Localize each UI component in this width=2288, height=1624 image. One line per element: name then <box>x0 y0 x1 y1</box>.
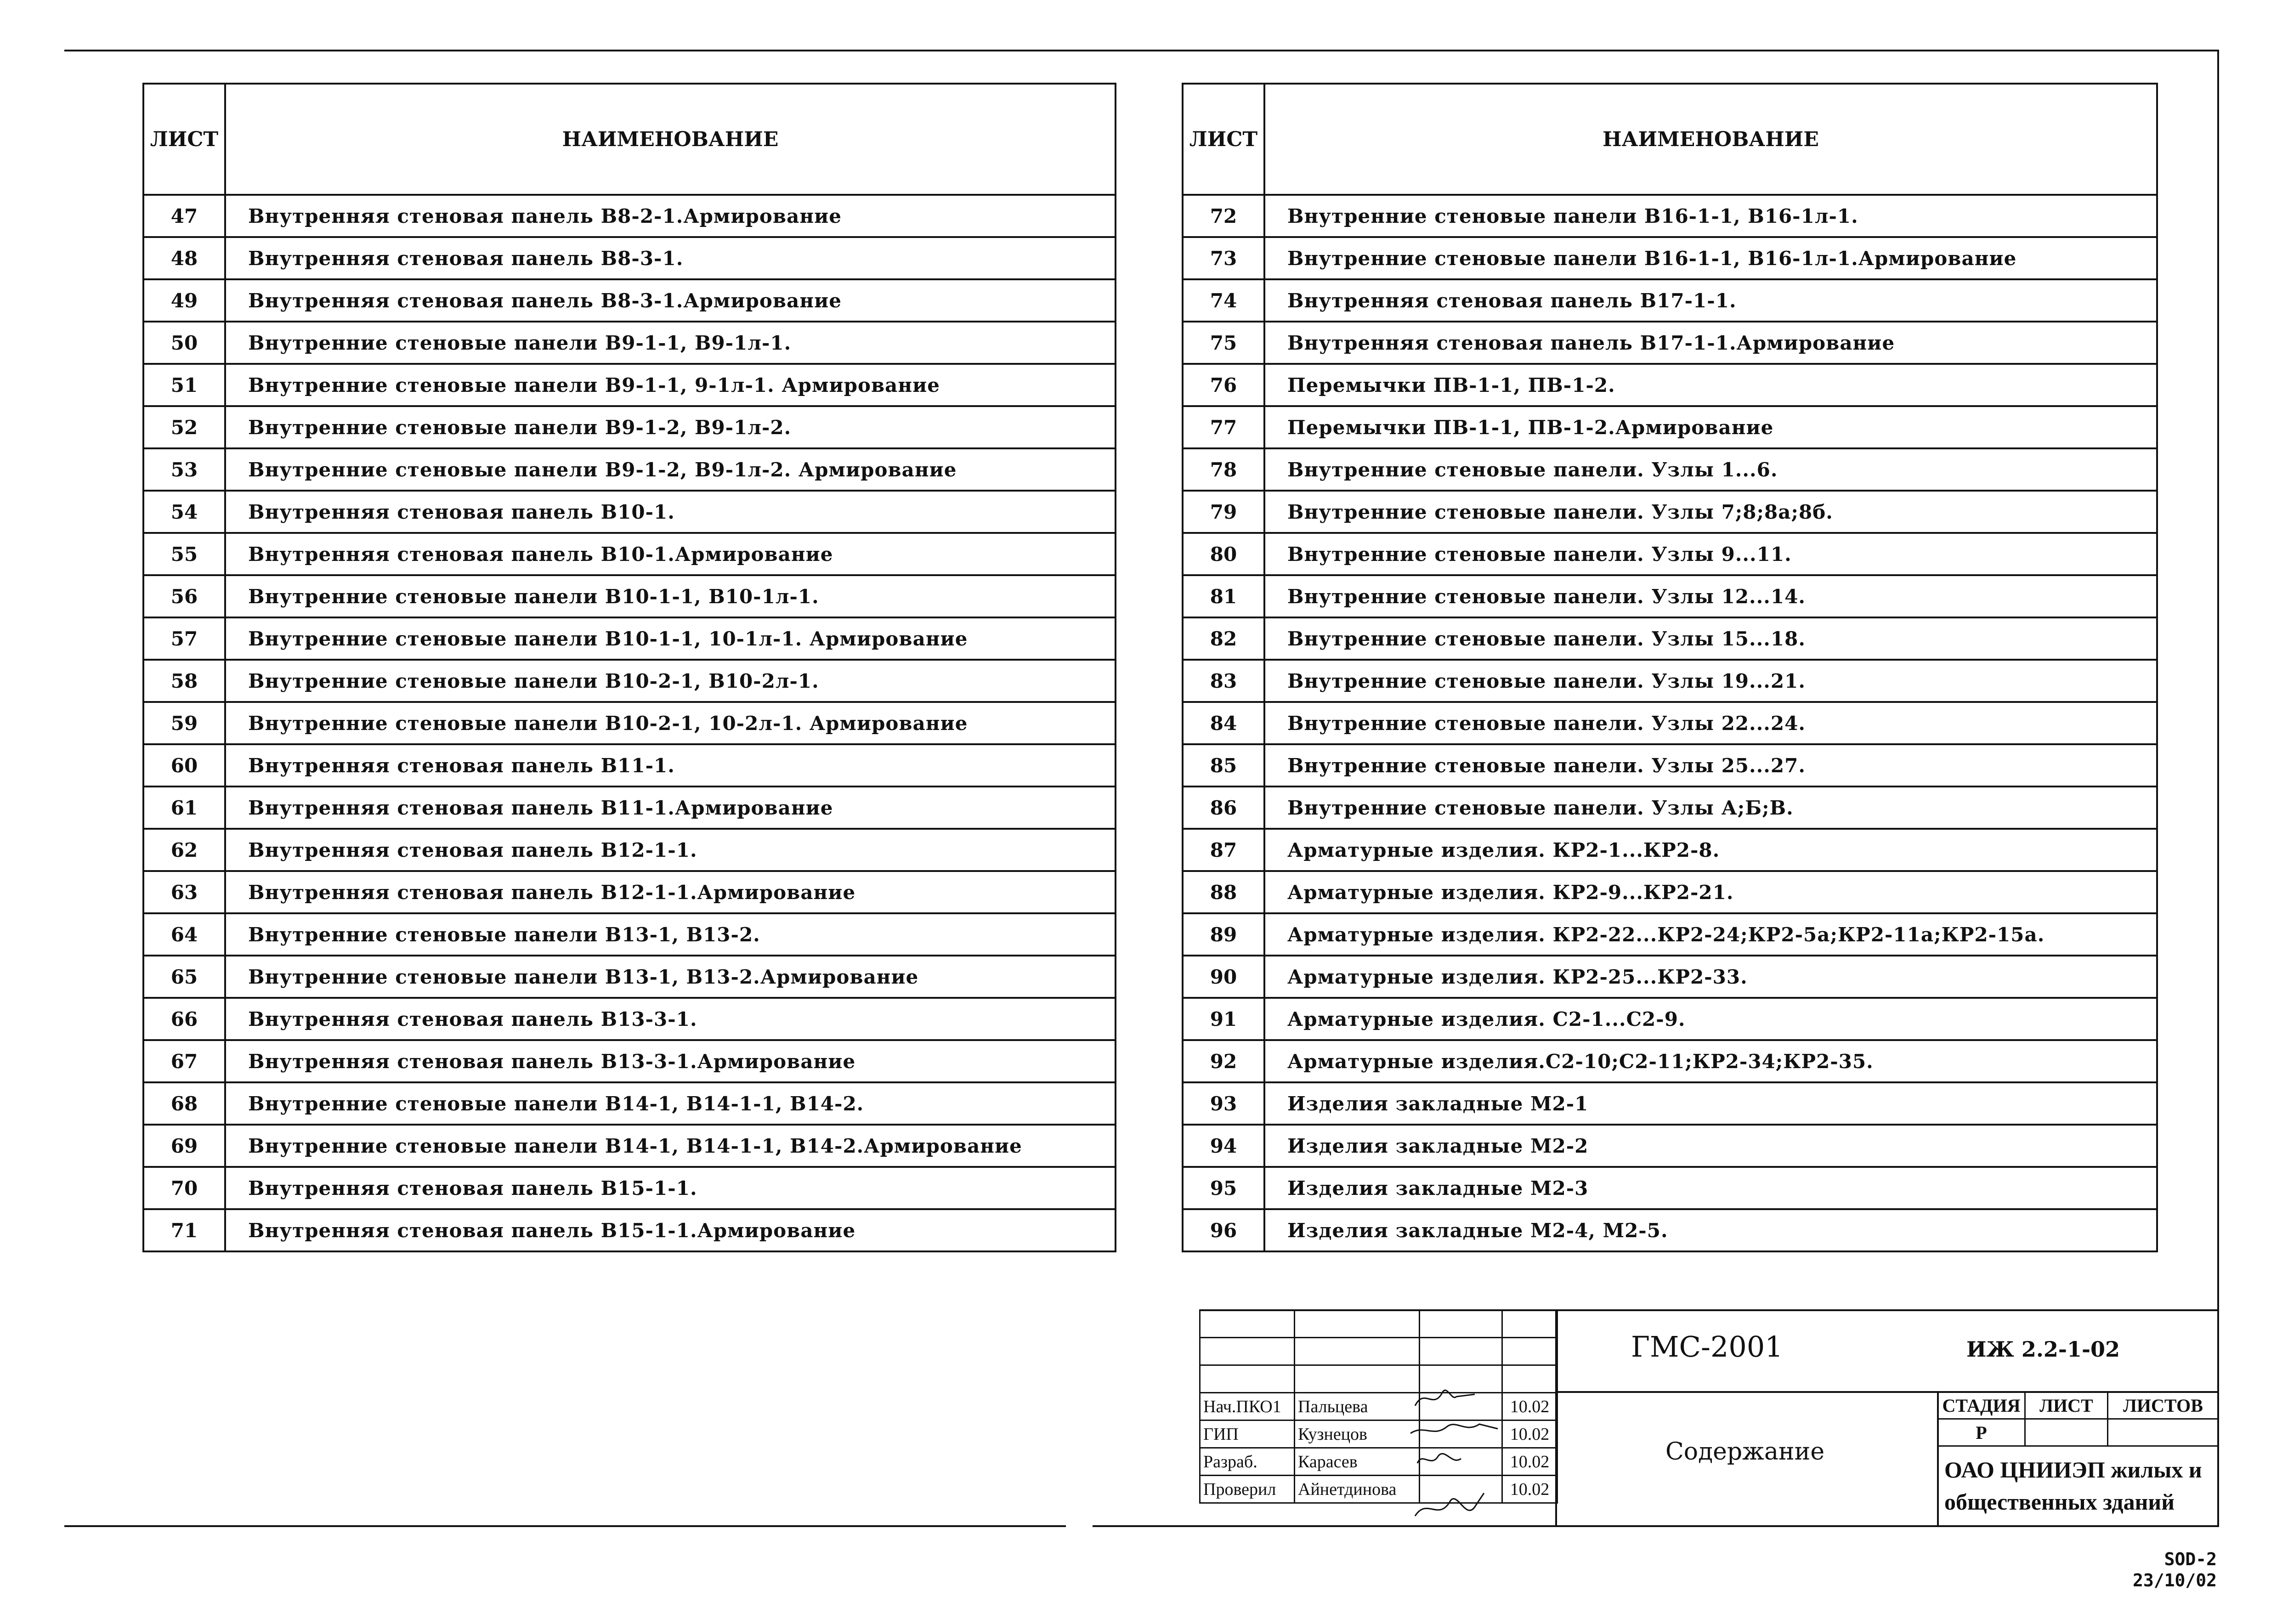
table-row <box>143 829 1116 871</box>
table-row <box>1183 744 2157 787</box>
sheet-name: Внутренние стеновые панели. Узлы А;Б;В. <box>1264 787 2157 829</box>
sheet-number: 53 <box>143 448 225 491</box>
sheet-number: 83 <box>1183 660 1264 702</box>
sheet-number: 54 <box>143 491 225 533</box>
sheet-name: Внутренняя стеновая панель В10-1.Армирование <box>225 533 1116 575</box>
table-row <box>1183 322 2157 364</box>
sheet-number: 76 <box>1183 364 1264 406</box>
sheet-value <box>2025 1419 2108 1446</box>
doc-id-stamp: SOD-2 <box>2164 1549 2217 1569</box>
sheet-number: 78 <box>1183 448 1264 491</box>
table-row <box>1183 533 2157 575</box>
sheet-number: 65 <box>143 956 225 998</box>
table-row <box>143 1125 1116 1167</box>
sheet-number: 51 <box>143 364 225 406</box>
sheet-number: 69 <box>143 1125 225 1167</box>
header-name: НАИМЕНОВАНИЕ <box>1264 84 2157 195</box>
sheet-name: Внутренняя стеновая панель В8-2-1.Армирование <box>225 195 1116 237</box>
table-row <box>143 913 1116 956</box>
sheet-name: Изделия закладные М2-4, М2-5. <box>1264 1209 2157 1251</box>
sheet-number: 93 <box>1183 1082 1264 1125</box>
sig-empty-row <box>1200 1338 1557 1365</box>
sheet-number: 82 <box>1183 617 1264 660</box>
table-row <box>1183 364 2157 406</box>
table-row <box>1183 1040 2157 1082</box>
sheet-name: Арматурные изделия.С2-10;С2-11;КР2-34;КР2-35. <box>1264 1040 2157 1082</box>
sheet-number: 94 <box>1183 1125 1264 1167</box>
sheet-number: 72 <box>1183 195 1264 237</box>
sheet-name: Внутренние стеновые панели. Узлы 9...11. <box>1264 533 2157 575</box>
sheet-name: Внутренние стеновые панели В9-1-1, В9-1л-1. <box>225 322 1116 364</box>
sheet-number: 95 <box>1183 1167 1264 1209</box>
sheet-number: 88 <box>1183 871 1264 913</box>
sheet-name: Арматурные изделия. КР2-25...КР2-33. <box>1264 956 2157 998</box>
stage-value-row <box>1938 1419 2219 1446</box>
stage-header-row <box>1938 1392 2219 1419</box>
table-row <box>143 1167 1116 1209</box>
table-row <box>1183 871 2157 913</box>
sheet-name: Внутренние стеновые панели. Узлы 7;8;8а;8б. <box>1264 491 2157 533</box>
table-row <box>1183 829 2157 871</box>
table-row <box>143 237 1116 279</box>
sheet-title: Содержание <box>1665 1438 1825 1466</box>
sheet-name: Внутренние стеновые панели В16-1-1, В16-1л-1.Армирование <box>1264 237 2157 279</box>
sheet-number: 92 <box>1183 1040 1264 1082</box>
sheet-header: ЛИСТ <box>2025 1392 2108 1419</box>
sheet-name: Внутренние стеновые панели. Узлы 19...21. <box>1264 660 2157 702</box>
table-row <box>1183 195 2157 237</box>
stage-table <box>1937 1391 2219 1447</box>
sheet-name: Внутренняя стеновая панель В8-3-1.Армирование <box>225 279 1116 322</box>
sheet-name: Внутренняя стеновая панель В12-1-1. <box>225 829 1116 871</box>
table-row <box>1183 660 2157 702</box>
table-row <box>143 406 1116 448</box>
sheets-header: ЛИСТОВ <box>2108 1392 2219 1419</box>
sig-name: Кузнецов <box>1295 1420 1420 1448</box>
sheet-name: Внутренние стеновые панели. Узлы 1...6. <box>1264 448 2157 491</box>
sig-date: 10.02 <box>1502 1393 1557 1420</box>
sheet-number: 56 <box>143 575 225 617</box>
sheet-name: Внутренние стеновые панели В13-1, В13-2.Армирование <box>225 956 1116 998</box>
table-row <box>1183 617 2157 660</box>
sheet-number: 57 <box>143 617 225 660</box>
sig-date: 10.02 <box>1502 1420 1557 1448</box>
sheet-number: 70 <box>143 1167 225 1209</box>
sig-role: Нач.ПКО1 <box>1200 1393 1295 1420</box>
sheet-name: Внутренняя стеновая панель В15-1-1.Армирование <box>225 1209 1116 1251</box>
sheet-name: Изделия закладные М2-1 <box>1264 1082 2157 1125</box>
doc-date-stamp: 23/10/02 <box>2132 1570 2217 1590</box>
table-row <box>1183 702 2157 744</box>
sheet-name: Внутренние стеновые панели В9-1-2, В9-1л-2. Армирование <box>225 448 1116 491</box>
table-row <box>143 279 1116 322</box>
sheet-name: Арматурные изделия. КР2-1...КР2-8. <box>1264 829 2157 871</box>
table-row <box>143 491 1116 533</box>
sheet-name: Внутренняя стеновая панель В12-1-1.Армирование <box>225 871 1116 913</box>
table-row <box>143 871 1116 913</box>
organization-line-1: ОАО ЦНИИЭП жилых и <box>1944 1457 2202 1483</box>
table-row <box>143 998 1116 1040</box>
sheet-name: Внутренние стеновые панели. Узлы 15...18. <box>1264 617 2157 660</box>
series-label: ГМС-2001 <box>1631 1330 1783 1364</box>
sheet-number: 61 <box>143 787 225 829</box>
sheet-number: 68 <box>143 1082 225 1125</box>
sheet-name: Внутренние стеновые панели. Узлы 25...27. <box>1264 744 2157 787</box>
sheet-name: Внутренние стеновые панели. Узлы 22...24. <box>1264 702 2157 744</box>
sheet-name: Внутренняя стеновая панель В11-1. <box>225 744 1116 787</box>
table-row <box>1183 913 2157 956</box>
sig-role: Разраб. <box>1200 1448 1295 1476</box>
sheets-value <box>2108 1419 2219 1446</box>
sig-role: ГИП <box>1200 1420 1295 1448</box>
right-border-line <box>2217 50 2219 1527</box>
sheet-name: Внутренние стеновые панели В13-1, В13-2. <box>225 913 1116 956</box>
sheet-number: 79 <box>1183 491 1264 533</box>
table-row <box>143 702 1116 744</box>
sheet-number: 86 <box>1183 787 1264 829</box>
header-sheet: ЛИСТ <box>1183 84 1264 195</box>
top-border-line <box>64 50 2219 51</box>
table-row <box>1183 956 2157 998</box>
contents-table-left <box>142 83 1116 1252</box>
sheet-name: Внутренние стеновые панели В10-1-1, 10-1л-1. Армирование <box>225 617 1116 660</box>
table-header-row <box>1183 84 2157 195</box>
sheet-number: 62 <box>143 829 225 871</box>
table-row <box>143 533 1116 575</box>
table-row <box>1183 1209 2157 1251</box>
sheet-name: Внутренние стеновые панели. Узлы 12...14. <box>1264 575 2157 617</box>
table-row <box>143 1082 1116 1125</box>
table-row <box>1183 1125 2157 1167</box>
table-row <box>143 617 1116 660</box>
sheet-number: 66 <box>143 998 225 1040</box>
sheet-number: 67 <box>143 1040 225 1082</box>
table-row <box>143 1209 1116 1251</box>
sheet-name: Арматурные изделия. КР2-9...КР2-21. <box>1264 871 2157 913</box>
sheet-number: 91 <box>1183 998 1264 1040</box>
sig-role: Проверил <box>1200 1476 1295 1503</box>
table-row <box>143 660 1116 702</box>
document-code: ИЖ 2.2-1-02 <box>1966 1337 2120 1362</box>
sheet-name: Внутренняя стеновая панель В10-1. <box>225 491 1116 533</box>
sheet-name: Внутренние стеновые панели В9-1-1, 9-1л-1. Армирование <box>225 364 1116 406</box>
sheet-name: Внутренние стеновые панели В10-2-1, 10-2л-1. Армирование <box>225 702 1116 744</box>
sheet-name: Арматурные изделия. С2-1...С2-9. <box>1264 998 2157 1040</box>
sheet-number: 58 <box>143 660 225 702</box>
bottom-border-line-left <box>64 1525 1066 1527</box>
sheet-name: Перемычки ПВ-1-1, ПВ-1-2.Армирование <box>1264 406 2157 448</box>
table-row <box>143 322 1116 364</box>
sheet-number: 87 <box>1183 829 1264 871</box>
sheet-number: 48 <box>143 237 225 279</box>
table-row <box>1183 787 2157 829</box>
sheet-number: 49 <box>143 279 225 322</box>
sheet-name: Перемычки ПВ-1-1, ПВ-1-2. <box>1264 364 2157 406</box>
sheet-number: 64 <box>143 913 225 956</box>
sheet-number: 80 <box>1183 533 1264 575</box>
sheet-name: Внутренние стеновые панели В16-1-1, В16-1л-1. <box>1264 195 2157 237</box>
table-row <box>143 448 1116 491</box>
sheet-name: Внутренние стеновые панели В10-2-1, В10-2л-1. <box>225 660 1116 702</box>
sig-name: Карасев <box>1295 1448 1420 1476</box>
table-row <box>143 787 1116 829</box>
table-row <box>143 956 1116 998</box>
table-row <box>1183 448 2157 491</box>
sheet-number: 59 <box>143 702 225 744</box>
sheet-name: Внутренняя стеновая панель В8-3-1. <box>225 237 1116 279</box>
sheet-number: 55 <box>143 533 225 575</box>
sheet-number: 60 <box>143 744 225 787</box>
stage-header: СТАДИЯ <box>1938 1392 2025 1419</box>
sheet-name: Внутренние стеновые панели В10-1-1, В10-1л-1. <box>225 575 1116 617</box>
sheet-number: 75 <box>1183 322 1264 364</box>
sheet-number: 90 <box>1183 956 1264 998</box>
table-row <box>143 1040 1116 1082</box>
table-row <box>143 195 1116 237</box>
sheet-number: 85 <box>1183 744 1264 787</box>
sheet-number: 74 <box>1183 279 1264 322</box>
bottom-border-line-right <box>1093 1525 2219 1527</box>
sheet-number: 63 <box>143 871 225 913</box>
sig-date: 10.02 <box>1502 1448 1557 1476</box>
table-row <box>1183 237 2157 279</box>
organization-line-2: общественных зданий <box>1944 1489 2175 1515</box>
sheet-number: 96 <box>1183 1209 1264 1251</box>
sheet-name: Внутренние стеновые панели В9-1-2, В9-1л-2. <box>225 406 1116 448</box>
stage-value: Р <box>1938 1419 2025 1446</box>
table-row <box>143 575 1116 617</box>
sig-name: Айнетдинова <box>1295 1476 1420 1503</box>
table-row <box>1183 406 2157 448</box>
table-row <box>1183 998 2157 1040</box>
contents-table-right <box>1182 83 2158 1252</box>
sheet-name: Внутренние стеновые панели В14-1, В14-1-1, В14-2. <box>225 1082 1116 1125</box>
sheet-name: Арматурные изделия. КР2-22...КР2-24;КР2-5а;КР2-11а;КР2-15а. <box>1264 913 2157 956</box>
sheet-name: Внутренняя стеновая панель В13-3-1. <box>225 998 1116 1040</box>
table-header-row <box>143 84 1116 195</box>
table-row <box>1183 279 2157 322</box>
table-row <box>1183 575 2157 617</box>
sheet-name: Внутренняя стеновая панель В15-1-1. <box>225 1167 1116 1209</box>
table-row <box>1183 1082 2157 1125</box>
sheet-number: 52 <box>143 406 225 448</box>
sheet-name: Внутренняя стеновая панель В17-1-1.Армирование <box>1264 322 2157 364</box>
table-row <box>143 364 1116 406</box>
sheet-name: Внутренние стеновые панели В14-1, В14-1-1, В14-2.Армирование <box>225 1125 1116 1167</box>
table-row <box>143 744 1116 787</box>
sheet-name: Внутренняя стеновая панель В17-1-1. <box>1264 279 2157 322</box>
sheet-name: Внутренняя стеновая панель В13-3-1.Армирование <box>225 1040 1116 1082</box>
sheet-name: Изделия закладные М2-2 <box>1264 1125 2157 1167</box>
sheet-number: 47 <box>143 195 225 237</box>
sheet-number: 84 <box>1183 702 1264 744</box>
header-sheet: ЛИСТ <box>143 84 225 195</box>
sig-empty-row <box>1200 1310 1557 1338</box>
sheet-number: 81 <box>1183 575 1264 617</box>
sheet-number: 73 <box>1183 237 1264 279</box>
sheet-number: 71 <box>143 1209 225 1251</box>
signature-scribbles <box>1406 1383 1562 1530</box>
sig-name: Пальцева <box>1295 1393 1420 1420</box>
sheet-number: 50 <box>143 322 225 364</box>
sheet-number: 89 <box>1183 913 1264 956</box>
sheet-number: 77 <box>1183 406 1264 448</box>
header-name: НАИМЕНОВАНИЕ <box>225 84 1116 195</box>
table-row <box>1183 1167 2157 1209</box>
sheet-name: Изделия закладные М2-3 <box>1264 1167 2157 1209</box>
sig-date: 10.02 <box>1502 1476 1557 1503</box>
sheet-name: Внутренняя стеновая панель В11-1.Армирование <box>225 787 1116 829</box>
table-row <box>1183 491 2157 533</box>
